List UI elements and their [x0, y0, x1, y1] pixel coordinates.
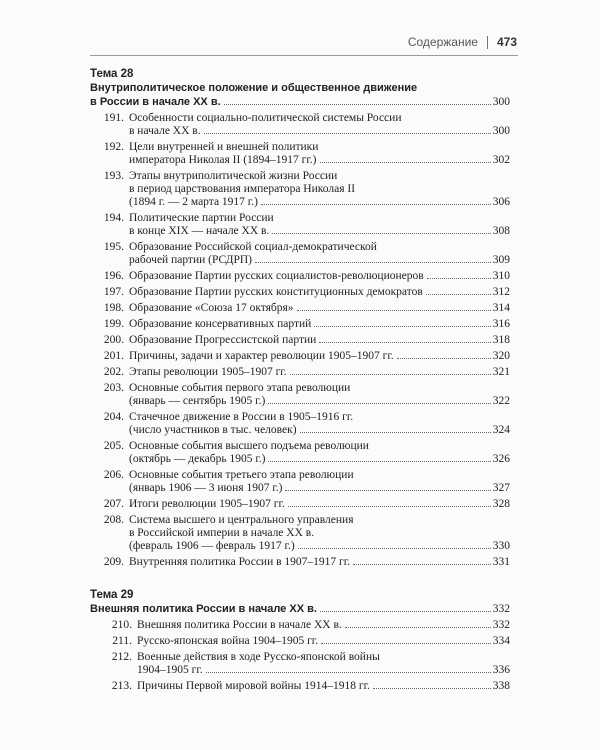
toc-entry[interactable] — [90, 411, 510, 437]
dot-leader — [314, 326, 490, 327]
entry-page: 308 — [492, 225, 510, 237]
entry-number: 195. — [103, 241, 124, 253]
dot-leader — [345, 627, 491, 628]
dot-leader — [427, 278, 491, 279]
topic-section — [90, 67, 510, 569]
entry-line — [129, 350, 510, 363]
entry-page: 314 — [492, 302, 510, 314]
entry-text: Итоги революции 1905–1907 гг. — [129, 498, 285, 510]
entry-page: 320 — [492, 350, 510, 362]
dot-leader — [268, 403, 490, 404]
entry-body — [129, 514, 510, 553]
toc-entry[interactable] — [90, 651, 510, 677]
entry-body — [137, 619, 510, 632]
entry-line — [129, 514, 510, 527]
entry-body — [129, 212, 510, 238]
toc-entry[interactable] — [90, 241, 510, 267]
entry-number: 198. — [103, 302, 124, 314]
entry-body — [129, 411, 510, 437]
topic-title-line[interactable] — [90, 81, 510, 95]
entry-page: 318 — [492, 334, 510, 346]
dot-leader — [297, 310, 491, 311]
topic-title-text: в России в начале XX в. — [90, 96, 221, 108]
entry-page: 331 — [492, 556, 510, 568]
dot-leader — [300, 432, 491, 433]
entry-body — [129, 556, 510, 569]
entry-line — [129, 482, 510, 495]
dot-leader — [320, 162, 491, 163]
entry-text: (январь 1906 — 3 июня 1907 г.) — [129, 482, 283, 494]
entry-text: императора Николая II (1894–1917 гг.) — [129, 154, 317, 166]
entry-page: 327 — [492, 482, 510, 494]
topic-page: 332 — [492, 603, 510, 615]
entry-line — [129, 170, 510, 183]
entry-body — [129, 498, 510, 511]
entry-text: Причины Первой мировой войны 1914–1918 гг. — [137, 680, 370, 692]
entry-number: 211. — [112, 635, 132, 647]
entry-page: 306 — [492, 196, 510, 208]
entry-number: 205. — [103, 440, 124, 452]
topic-page: 300 — [492, 96, 510, 108]
dot-leader — [268, 461, 490, 462]
topic-title-line[interactable] — [90, 95, 510, 109]
entry-text: Основные события третьего этапа революции — [129, 469, 354, 481]
toc-entry[interactable] — [90, 514, 510, 553]
topic-section — [90, 588, 510, 693]
entry-line — [129, 556, 510, 569]
entry-number: 196. — [103, 270, 124, 282]
entry-line — [129, 527, 510, 540]
toc-entry[interactable] — [90, 112, 510, 138]
entry-text: Политические партии России — [129, 212, 274, 224]
entry-number: 200. — [103, 334, 124, 346]
topic-number: Тема 28 — [90, 68, 134, 80]
entry-page: 322 — [492, 395, 510, 407]
dot-leader — [426, 294, 491, 295]
entry-text: (октябрь — декабрь 1905 г.) — [129, 453, 266, 465]
topic-title-text: Внутриполитическое положение и общественное движение — [90, 82, 418, 94]
entry-text: Образование «Союза 17 октября» — [129, 302, 294, 314]
entry-text: Основные события высшего подъема революции — [129, 440, 369, 452]
toc-entry[interactable] — [90, 286, 510, 299]
entry-text: в период царствования императора Николая II — [129, 183, 356, 195]
toc-entry[interactable] — [90, 170, 510, 209]
entry-body — [129, 302, 510, 315]
entry-number: 191. — [103, 112, 124, 124]
entry-page: 309 — [492, 254, 510, 266]
entry-line — [129, 196, 510, 209]
toc-entry[interactable] — [90, 350, 510, 363]
entry-number: 192. — [103, 141, 124, 153]
entry-line — [129, 212, 510, 225]
entry-text: Особенности социально-политической системы России — [129, 112, 402, 124]
dot-leader — [321, 643, 491, 644]
entry-text: (число участников в тыс. человек) — [129, 424, 297, 436]
entry-text: Стачечное движение в России в 1905–1916 гг. — [129, 411, 354, 423]
entry-text: 1904–1905 гг. — [137, 664, 203, 676]
entry-line — [129, 270, 510, 283]
dot-leader — [373, 688, 491, 689]
entry-text: Этапы внутриполитической жизни России — [129, 170, 338, 182]
entry-text: Внутренняя политика России в 1907–1917 гг. — [129, 556, 351, 568]
dot-leader — [397, 358, 491, 359]
running-head — [408, 35, 517, 49]
toc-entry[interactable] — [90, 334, 510, 347]
entry-body — [129, 334, 510, 347]
entry-body — [129, 318, 510, 331]
toc-entry[interactable] — [90, 318, 510, 331]
toc-entry[interactable] — [90, 382, 510, 408]
entry-body — [129, 440, 510, 466]
entry-body — [129, 241, 510, 267]
toc-entry[interactable] — [90, 680, 510, 693]
toc-entry[interactable] — [90, 635, 510, 648]
topic-title-text: Внешняя политика России в начале XX в. — [90, 603, 317, 615]
entry-text: Система высшего и центрального управления — [129, 514, 354, 526]
entry-text: в конце XIX — начале XX в. — [129, 225, 270, 237]
entry-text: Внешняя политика России в начале XX в. — [137, 619, 342, 631]
entry-body — [129, 170, 510, 209]
entry-number: 208. — [103, 514, 124, 526]
dot-leader — [285, 490, 490, 491]
entry-number: 194. — [103, 212, 124, 224]
entry-text: рабочей партии (РСДРП) — [129, 254, 252, 266]
dot-leader — [255, 262, 491, 263]
entry-body — [137, 651, 510, 677]
entry-line — [129, 318, 510, 331]
entry-number: 209. — [103, 556, 124, 568]
entry-text: Военные действия в ходе Русско-японской войны — [137, 651, 380, 663]
entry-line — [129, 241, 510, 254]
entry-line — [129, 154, 510, 167]
dot-leader — [353, 564, 491, 565]
table-of-contents — [90, 62, 510, 693]
entry-text: Причины, задачи и характер революции 1905–1907 гг. — [129, 350, 394, 362]
topic-title-line[interactable] — [90, 602, 510, 616]
entry-text: Этапы революции 1905–1907 гг. — [129, 366, 287, 378]
entry-line — [137, 651, 510, 664]
entry-body — [137, 680, 510, 693]
entry-number: 213. — [111, 680, 132, 692]
toc-entry[interactable] — [90, 366, 510, 379]
entry-body — [129, 286, 510, 299]
entry-number: 204. — [103, 411, 124, 423]
entry-body — [129, 382, 510, 408]
entry-line — [129, 453, 510, 466]
entry-line — [137, 664, 510, 677]
entry-text: Цели внутренней и внешней политики — [129, 141, 319, 153]
entry-number: 199. — [103, 318, 124, 330]
header-rule — [90, 55, 518, 56]
toc-entry[interactable] — [90, 141, 510, 167]
entry-text: Образование Партии русских социалистов-революционеров — [129, 270, 424, 282]
dot-leader — [288, 506, 491, 507]
dot-leader — [261, 204, 491, 205]
toc-entry[interactable] — [90, 469, 510, 495]
toc-entry[interactable] — [90, 212, 510, 238]
entry-line — [129, 440, 510, 453]
entry-body — [129, 112, 510, 138]
entry-page: 326 — [492, 453, 510, 465]
entry-page: 312 — [492, 286, 510, 298]
entry-text: Образование Российской социал-демократической — [129, 241, 377, 253]
dot-leader — [272, 233, 490, 234]
entry-page: 338 — [492, 680, 510, 692]
entry-page: 332 — [492, 619, 510, 631]
entry-number: 210. — [111, 619, 132, 631]
entry-line — [129, 334, 510, 347]
entry-body — [129, 469, 510, 495]
entry-number: 207. — [103, 498, 124, 510]
entry-line — [137, 619, 510, 632]
entry-page: 302 — [492, 154, 510, 166]
dot-leader — [320, 611, 491, 612]
header-separator — [487, 36, 488, 49]
entry-number: 197. — [103, 286, 124, 298]
entry-number: 193. — [103, 170, 124, 182]
entry-number: 202. — [103, 366, 124, 378]
entry-line — [129, 302, 510, 315]
toc-entry[interactable] — [90, 302, 510, 315]
entry-line — [129, 424, 510, 437]
entry-line — [129, 225, 510, 238]
entry-line — [129, 498, 510, 511]
dot-leader — [206, 672, 491, 673]
entry-text: Образование Прогрессистской партии — [129, 334, 317, 346]
entry-line — [129, 286, 510, 299]
dot-leader — [290, 374, 491, 375]
entry-number: 206. — [103, 469, 124, 481]
entry-line — [129, 183, 510, 196]
page-number: 473 — [496, 35, 517, 49]
entry-line — [129, 125, 510, 138]
entry-page: 321 — [492, 366, 510, 378]
entry-body — [129, 366, 510, 379]
entry-page: 324 — [492, 424, 510, 436]
entry-page: 316 — [492, 318, 510, 330]
entry-page: 300 — [492, 125, 510, 137]
toc-entry[interactable] — [90, 498, 510, 511]
section-name: Содержание — [407, 35, 478, 49]
entry-body — [129, 141, 510, 167]
entry-page: 330 — [492, 540, 510, 552]
entry-text: (январь — сентябрь 1905 г.) — [129, 395, 266, 407]
entry-number: 212. — [111, 651, 132, 663]
entry-text: в начале XX в. — [129, 125, 201, 137]
entry-number: 203. — [103, 382, 124, 394]
entry-line — [129, 141, 510, 154]
topic-number: Тема 29 — [90, 589, 134, 601]
entry-text: Русско-японская война 1904–1905 гг. — [137, 635, 319, 647]
entry-page: 310 — [492, 270, 510, 282]
entry-text: Образование консервативных партий — [129, 318, 312, 330]
entry-body — [129, 270, 510, 283]
entry-line — [129, 469, 510, 482]
entry-page: 328 — [492, 498, 510, 510]
entry-line — [137, 680, 510, 693]
entry-line — [129, 540, 510, 553]
entry-line — [129, 411, 510, 424]
toc-entry[interactable] — [90, 440, 510, 466]
entry-body — [129, 350, 510, 363]
entry-text: (1894 г. — 2 марта 1917 г.) — [129, 196, 258, 208]
entry-line — [137, 635, 510, 648]
entry-text: Образование Партии русских конституционных демократов — [129, 286, 423, 298]
entry-line — [129, 112, 510, 125]
toc-entry[interactable] — [90, 556, 510, 569]
entry-body — [137, 635, 510, 648]
dot-leader — [319, 342, 490, 343]
entry-page: 336 — [492, 664, 510, 676]
entry-line — [129, 382, 510, 395]
entry-text: (февраль 1906 — февраль 1917 г.) — [129, 540, 295, 552]
entry-number: 201. — [103, 350, 124, 362]
entry-line — [129, 395, 510, 408]
dot-leader — [224, 104, 491, 105]
entry-line — [129, 366, 510, 379]
dot-leader — [298, 548, 491, 549]
entry-page: 334 — [492, 635, 510, 647]
entry-line — [129, 254, 510, 267]
toc-entry[interactable] — [90, 270, 510, 283]
entry-text: Основные события первого этапа революции — [129, 382, 351, 394]
entry-text: в Российской империи в начале XX в. — [129, 527, 315, 539]
dot-leader — [204, 133, 491, 134]
toc-entry[interactable] — [90, 619, 510, 632]
